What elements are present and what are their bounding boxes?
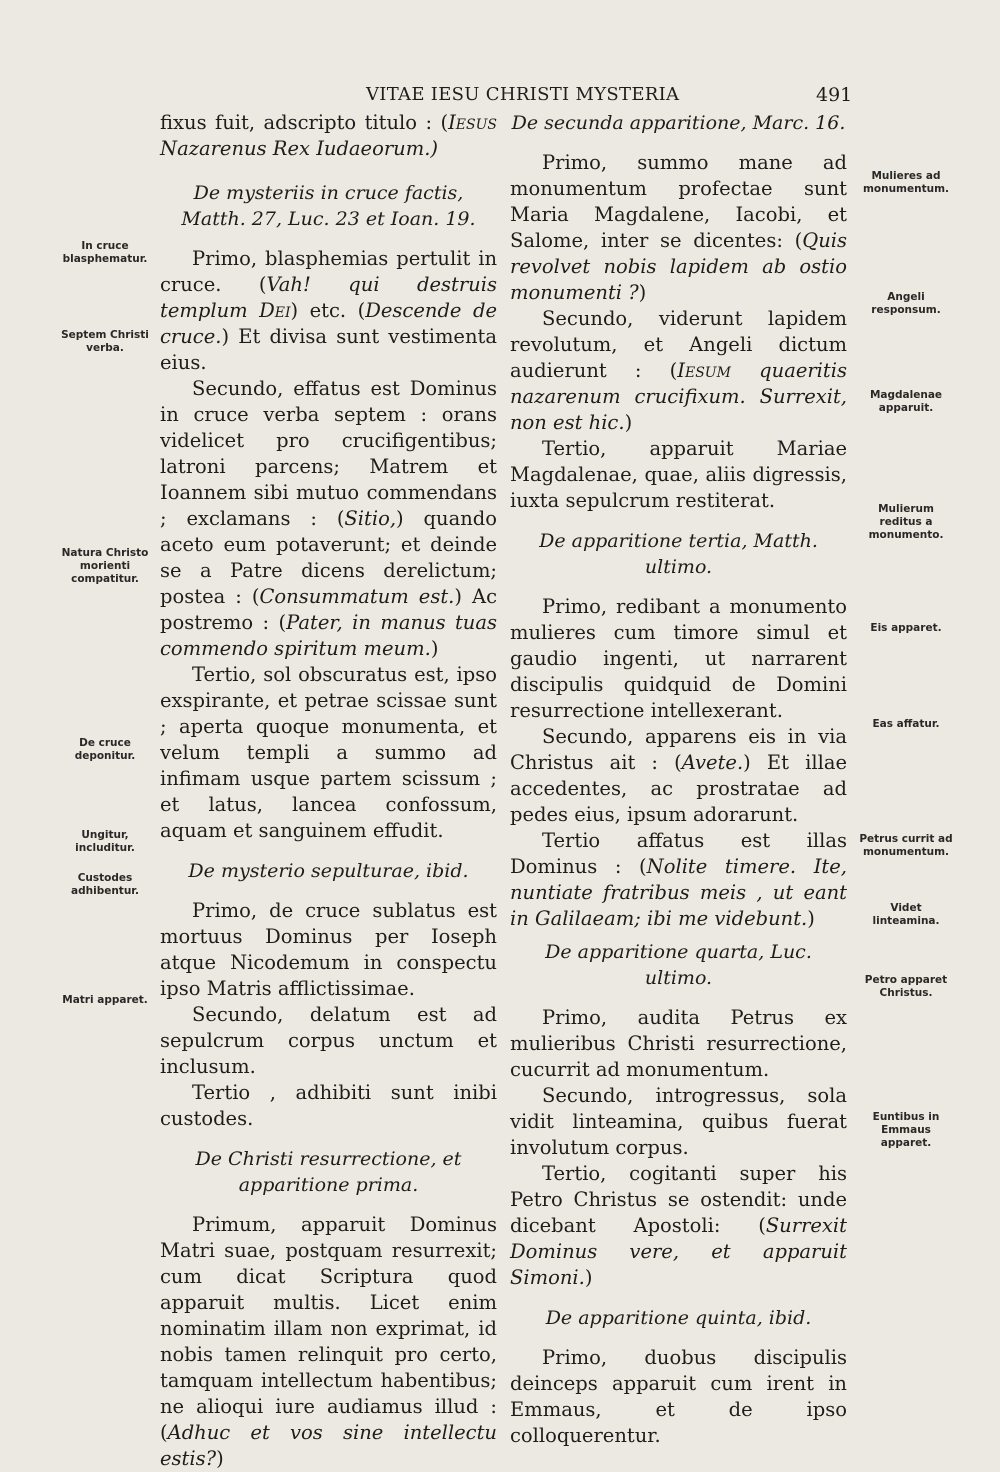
section-heading-quarta: De apparitione quarta, Luc. ultimo. — [545, 941, 812, 989]
text-segment: Adhuc et vos sine intellectu estis? — [160, 1421, 497, 1470]
text-segment: ) etc. ( — [290, 299, 366, 322]
text-segment: Consummatum est. — [259, 585, 455, 608]
margin-note-right: Petro apparet Christus. — [864, 974, 948, 999]
margin-note-right: Mulierum reditus a monumento. — [868, 503, 944, 541]
text-segment: Surrexit Dominus vere, et apparuit Simoni. — [510, 1214, 847, 1289]
text-segment: ) Ac postremo : ( — [160, 585, 497, 634]
text-segment: Secundo, apparens eis in via Christus ait : ( — [510, 725, 847, 774]
section-heading-resurrectione: De Christi resurrectione, et apparitione prima. — [195, 1148, 462, 1196]
text-segment: ) — [584, 1266, 593, 1289]
text-segment: ) — [807, 907, 815, 930]
paragraph-tertio: Tertio, sol obscuratus est, ipso exspirante, et petrae scissae sunt ; aperta quoque monumenta, et velum templi a summo ad infimam usque partem scissum ; et latus, lancea confossum, aquam et sanguinem effudit. — [160, 663, 497, 842]
paragraph-sepultura-tertio: Tertio , adhibiti sunt inibi custodes. — [160, 1081, 497, 1130]
margin-note-left: In cruce blasphematur. — [62, 240, 148, 265]
running-title: VITAE IESU CHRISTI MYSTERIA — [366, 84, 680, 105]
text-segment: Tertio, cogitanti super his Petro Christus se ostendit: unde dicebant Apostoli: ( — [510, 1162, 847, 1237]
text-segment: Vah! qui destruis templum — [160, 273, 497, 322]
paragraph-sepultura-secundo: Secundo, delatum est ad sepulcrum corpus unctum et inclusum. — [160, 1003, 497, 1078]
left-text-column — [160, 110, 497, 1472]
margin-note-right: Mulieres ad monumentum. — [862, 170, 950, 195]
text-segment: Primo, summo mane ad monumentum profectae sunt Maria Magdalene, Iacobi, et Salome, inter se dicentes: ( — [510, 151, 847, 252]
text-segment: Tertio affatus est illas Dominus : ( — [510, 829, 847, 878]
heading-line: De mysteriis in cruce factis, — [193, 182, 464, 204]
text-segment: quaeritis nazarenum crucifixum. Surrexit, non est hic. — [510, 359, 847, 434]
margin-note-right: Angeli responsum. — [871, 291, 941, 316]
text-segment: Sitio, — [344, 507, 397, 530]
text-segment: Dei — [259, 299, 291, 322]
paragraph-resurrectione-primum — [160, 1212, 497, 1472]
text-segment: Nolite timere. Ite, nuntiate fratribus meis , ut eant in Galilaeam; ibi me videbunt. — [510, 855, 847, 930]
margin-note-right: Euntibus in Emmaus apparet. — [872, 1111, 940, 1149]
paragraph-petrus: Primo, audita Petrus ex mulieribus Christi resurrectione, cucurrit ad monumentum. — [510, 1006, 847, 1081]
margin-note-right: Eas affatur. — [872, 718, 940, 730]
paragraph-simoni — [510, 1161, 847, 1291]
margin-note-left: Natura Christo morienti compatitur. — [61, 547, 149, 585]
margin-note-left: Custodes adhibentur. — [71, 872, 139, 897]
text-segment: ) — [624, 411, 633, 434]
margin-note-left: De cruce deponitur. — [74, 737, 136, 762]
margin-note-left: Septem Christi verba. — [61, 329, 149, 354]
text-segment: Iesum — [677, 359, 731, 382]
text-segment: Iesus — [448, 111, 497, 134]
paragraph-angeli — [510, 306, 847, 436]
margin-note-right: Eis apparet. — [870, 622, 942, 634]
margin-note-left: Matri apparet. — [62, 994, 148, 1006]
paragraph-secundo — [160, 376, 497, 662]
text-segment: Descende de cruce. — [160, 299, 497, 348]
paragraph-mulieres — [510, 150, 847, 306]
section-heading-secunda: De secunda apparitione, Marc. 16. — [511, 112, 846, 134]
margin-note-right: Magdalenae apparuit. — [869, 389, 943, 414]
text-segment: Pater, in manus tuas commendo spiritum meum. — [160, 611, 497, 660]
text-segment: Secundo, effatus est Dominus in cruce verba septem : orans videlicet pro crucifigentibus; latroni parcens; Matrem et Ioannem sibi mutuo commendans ; exclamans : ( — [160, 377, 497, 530]
right-text-column — [510, 110, 847, 1449]
text-segment: Primo, blasphemias pertulit in cruce. ( — [160, 247, 497, 296]
paragraph-avete — [510, 724, 847, 828]
section-heading-quinta: De apparitione quinta, ibid. — [545, 1307, 812, 1329]
page-number: 491 — [816, 84, 853, 106]
paragraph-sepultura-primo: Primo, de cruce sublatus est mortuus Dominus per Ioseph atque Nicodemum in conspectu ipso Matris afflictissimae. — [160, 899, 497, 1000]
paragraph-titulus — [160, 110, 497, 162]
section-heading-sepultura: De mysterio sepulturae, ibid. — [188, 860, 469, 882]
paragraph-nolite — [510, 828, 847, 932]
text-segment: Nazarenus Rex Iudaeorum.) — [160, 137, 439, 160]
section-heading-tertia: De apparitione tertia, Matth. ultimo. — [539, 530, 818, 578]
text-segment: ) — [430, 637, 439, 660]
heading-line: Matth. 27, Luc. 23 et Ioan. 19. — [181, 208, 476, 230]
text-segment: Avete. — [681, 751, 744, 774]
paragraph-magdalenae: Tertio, apparuit Mariae Magdalenae, quae, aliis digressis, iuxta sepulcrum restiterat. — [510, 437, 847, 512]
paragraph-emmaus: Primo, duobus discipulis deinceps apparuit cum irent in Emmaus, et de ipso colloquerentur. — [510, 1346, 847, 1447]
margin-note-right: Petrus currit ad monumentum. — [859, 833, 953, 858]
text-segment: Secundo, viderunt lapidem revolutum, et Angeli dictum audierunt : ( — [510, 307, 847, 382]
paragraph-primo — [160, 246, 497, 376]
margin-note-left: Ungitur, includitur. — [75, 829, 135, 854]
margin-note-right: Videt linteamina. — [872, 902, 940, 927]
text-segment: ) Et illae accedentes, ac prostratae ad pedes eius, ipsum adorarunt. — [510, 751, 847, 826]
text-segment: fixus fuit, adscripto titulo : ( — [160, 111, 449, 134]
text-segment: ) Et divisa sunt vestimenta eius. — [160, 325, 497, 374]
text-segment: Quis revolvet nobis lapidem ab ostio monumenti ? — [510, 229, 847, 304]
text-segment: ) — [638, 281, 647, 304]
text-segment: ) — [216, 1447, 224, 1470]
text-segment: ) quando aceto eum potaverunt; et deinde se a Patre dicens derelictum; postea : ( — [160, 507, 497, 608]
paragraph-redibant: Primo, redibant a monumento mulieres cum timore simul et gaudio ingenti, ut narrarent discipulis quidquid de Domini resurrectione intellexerant. — [510, 595, 847, 722]
paragraph-linteamina: Secundo, introgressus, sola vidit linteamina, quibus fuerat involutum corpus. — [510, 1084, 847, 1159]
section-heading-cruce — [160, 180, 497, 232]
text-segment: Primum, apparuit Dominus Matri suae, postquam resurrexit; cum dicat Scriptura quod apparuit multis. Licet enim nominatim illam non exprimat, id nobis tamen relinquit pro certo, tamquam intellectum habentibus; ne alioqui iure audiamus illud : ( — [160, 1213, 497, 1444]
